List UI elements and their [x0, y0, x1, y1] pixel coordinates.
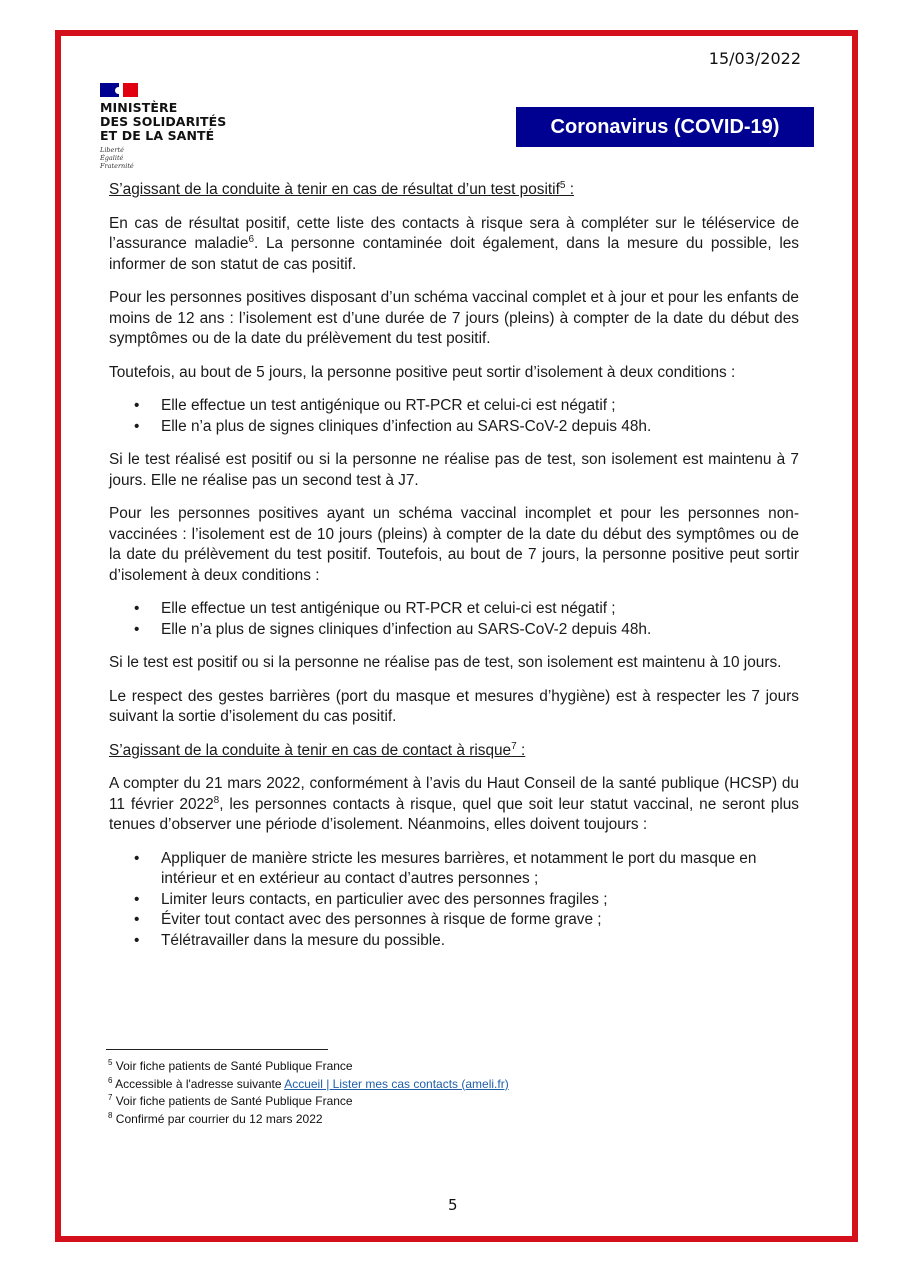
footnote-separator — [106, 1049, 328, 1050]
french-flag-icon — [100, 83, 138, 97]
list-item: • Elle effectue un test antigénique ou RT-PCR et celui-ci est négatif ; — [161, 599, 799, 620]
paragraph: Pour les personnes positives ayant un schéma vaccinal incomplet et pour les personnes non-vaccinées : l’isolement est de 10 jours (pleins) à compter de la date du début des symptômes ou de la date du prélèvement du test positif. Toutefois, au bout de 7 jours, la personne positive peut sortir d’isolement à deux conditions : — [109, 505, 799, 584]
footnote-ref[interactable]: 8 — [213, 794, 220, 806]
list-item: • Télétravailler dans la mesure du possible. — [161, 931, 799, 952]
republic-motto: Liberté Égalité Fraternité — [100, 146, 134, 170]
recommendation-list — [109, 849, 799, 952]
footnote: $^8$ Confirmé par courrier du 12 mars 2022 — [108, 1110, 323, 1126]
section-heading-contact: S’agissant de la conduite à tenir en cas de contact à risque$^7$ : — [109, 740, 526, 759]
document-body — [109, 180, 799, 964]
footnote: $^6$ Accessible à l'adresse suivante Accueil | Lister mes cas contacts (ameli.fr) — [108, 1075, 509, 1091]
footnote-ref[interactable]: 5 — [559, 179, 566, 191]
paragraph: Si le test réalisé est positif ou si la personne ne réalise pas de test, son isolement est maintenu à 7 jours. Elle ne réalise pas un second test à J7. — [109, 451, 799, 489]
ameli-contacts-link[interactable]: Accueil | Lister mes cas contacts (ameli.fr) — [284, 1076, 509, 1091]
list-item: • Limiter leurs contacts, en particulier avec des personnes fragiles ; — [161, 890, 799, 911]
page-number: 5 — [448, 1196, 458, 1214]
paragraph: Le respect des gestes barrières (port du masque et mesures d’hygiène) est à respecter les 7 jours suivant la sortie d’isolement du cas positif. — [109, 687, 799, 725]
footnote: $^5$ Voir fiche patients de Santé Publique France — [108, 1058, 353, 1073]
list-item: • Éviter tout contact avec des personnes à risque de forme grave ; — [161, 910, 799, 931]
ministry-logo — [100, 83, 226, 170]
paragraph: En cas de résultat positif, cette liste des contacts à risque sera à compléter sur le téléservice de l’assurance maladie$^6$. La personne contaminée doit également, dans la mesure du possible, les informer de son statut de cas positif. — [109, 214, 799, 273]
footnotes — [108, 1058, 509, 1128]
paragraph: Toutefois, au bout de 5 jours, la personne positive peut sortir d’isolement à deux conditions : — [109, 363, 736, 381]
footnote-ref[interactable]: 6 — [248, 233, 255, 245]
footnote-ref[interactable]: 7 — [511, 740, 517, 752]
list-item: • Appliquer de manière stricte les mesures barrières, et notamment le port du masque en intérieur et en extérieur au contact d’autres personnes ; — [161, 849, 799, 890]
paragraph: A compter du 21 mars 2022, conformément à l’avis du Haut Conseil de la santé publique (HCSP) du 11 février 2022$^8$, les personnes contacts à risque, quel que soit leur statut vaccinal, ne seront plus tenues d’observer une période d’isolement. Néanmoins, elles doivent toujours : — [109, 775, 799, 833]
paragraph: Pour les personnes positives disposant d’un schéma vaccinal complet et à jour et pour les enfants de moins de 12 ans : l’isolement est d’une durée de 7 jours (pleins) à compter de la date du début des symptômes ou de la date du prélèvement du test positif. — [109, 289, 799, 347]
paragraph: Si le test est positif ou si la personne ne réalise pas de test, son isolement est maintenu à 10 jours. — [109, 654, 782, 671]
document-date: 15/03/2022 — [708, 49, 801, 68]
ministry-name: MINISTÈRE DES SOLIDARITÉS ET DE LA SANTÉ — [100, 100, 227, 143]
condition-list — [109, 396, 799, 437]
list-item: • Elle n’a plus de signes cliniques d’infection au SARS-CoV-2 depuis 48h. — [161, 620, 799, 641]
footnote: $^7$ Voir fiche patients de Santé Publique France — [108, 1093, 353, 1108]
topic-banner: Coronavirus (COVID-19) — [516, 107, 814, 147]
section-heading-positive: S’agissant de la conduite à tenir en cas de résultat d’un test positif$^5$ : — [109, 179, 575, 198]
list-item: • Elle effectue un test antigénique ou RT-PCR et celui-ci est négatif ; — [161, 396, 799, 417]
list-item: • Elle n’a plus de signes cliniques d’infection au SARS-CoV-2 depuis 48h. — [161, 417, 799, 438]
condition-list — [109, 599, 799, 640]
